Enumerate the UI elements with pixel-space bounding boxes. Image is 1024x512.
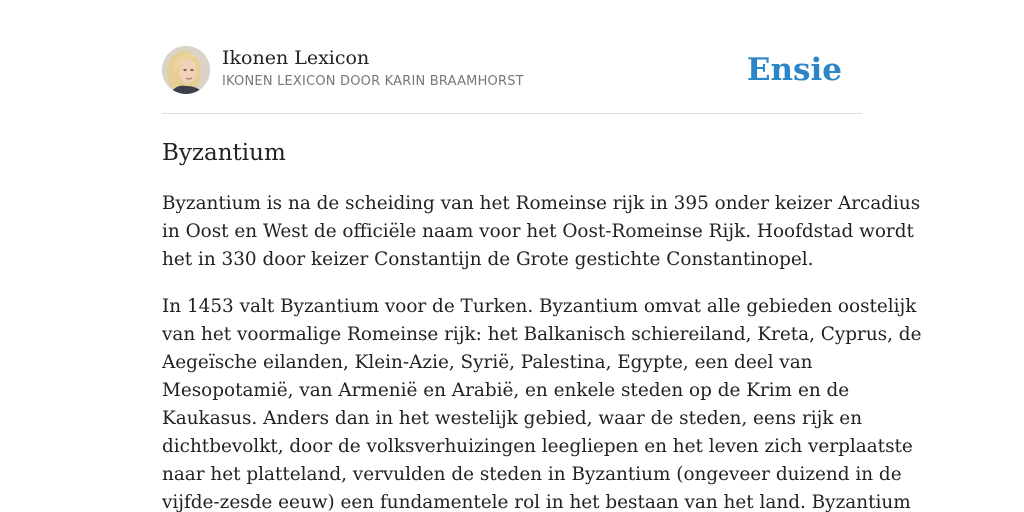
paragraph-2: [162, 293, 922, 512]
article-body: [162, 190, 922, 512]
article-title: Byzantium: [162, 140, 286, 166]
ensie-logo[interactable]: Ensie: [746, 52, 842, 88]
paragraph-line: van het voormalige Romeinse rijk: het Balkanisch schiereiland, Kreta, Cyprus, de: [162, 324, 922, 345]
paragraph-line: In 1453 valt Byzantium voor de Turken. Byzantium omvat alle gebieden oostelijk: [162, 296, 917, 317]
paragraph-1: [162, 190, 921, 274]
source-subtitle[interactable]: IKONEN LEXICON DOOR KARIN BRAAMHORST: [222, 74, 524, 89]
paragraph-line: vijfde-zesde eeuw) een fundamentele rol in het bestaan van het land. Byzantium: [162, 492, 911, 512]
paragraph-line: Byzantium is na de scheiding van het Romeinse rijk in 395 onder keizer Arcadius: [162, 193, 921, 214]
paragraph-line: Mesopotamië, van Armenië en Arabië, en enkele steden op de Krim en de: [162, 380, 850, 401]
paragraph-line: Aegeïsche eilanden, Klein-Azie, Syrië, Palestina, Egypte, een deel van: [162, 352, 813, 373]
paragraph-line: Kaukasus. Anders dan in het westelijk gebied, waar de steden, eens rijk en: [162, 408, 863, 429]
author-portrait-icon: [162, 46, 210, 94]
paragraph-line: naar het platteland, vervulden de steden in Byzantium (ongeveer duizend in de: [162, 464, 902, 485]
author-avatar[interactable]: [162, 46, 210, 94]
paragraph-line: het in 330 door keizer Constantijn de Grote gestichte Constantinopel.: [162, 249, 814, 270]
source-header: [162, 46, 862, 96]
paragraph-line: dichtbevolkt, door de volksverhuizingen leegliepen en het leven zich verplaatste: [162, 436, 913, 457]
header-divider: [162, 113, 862, 114]
paragraph-line: in Oost en West de officiële naam voor het Oost-Romeinse Rijk. Hoofdstad wordt: [162, 221, 914, 242]
source-title[interactable]: Ikonen Lexicon: [222, 47, 370, 69]
